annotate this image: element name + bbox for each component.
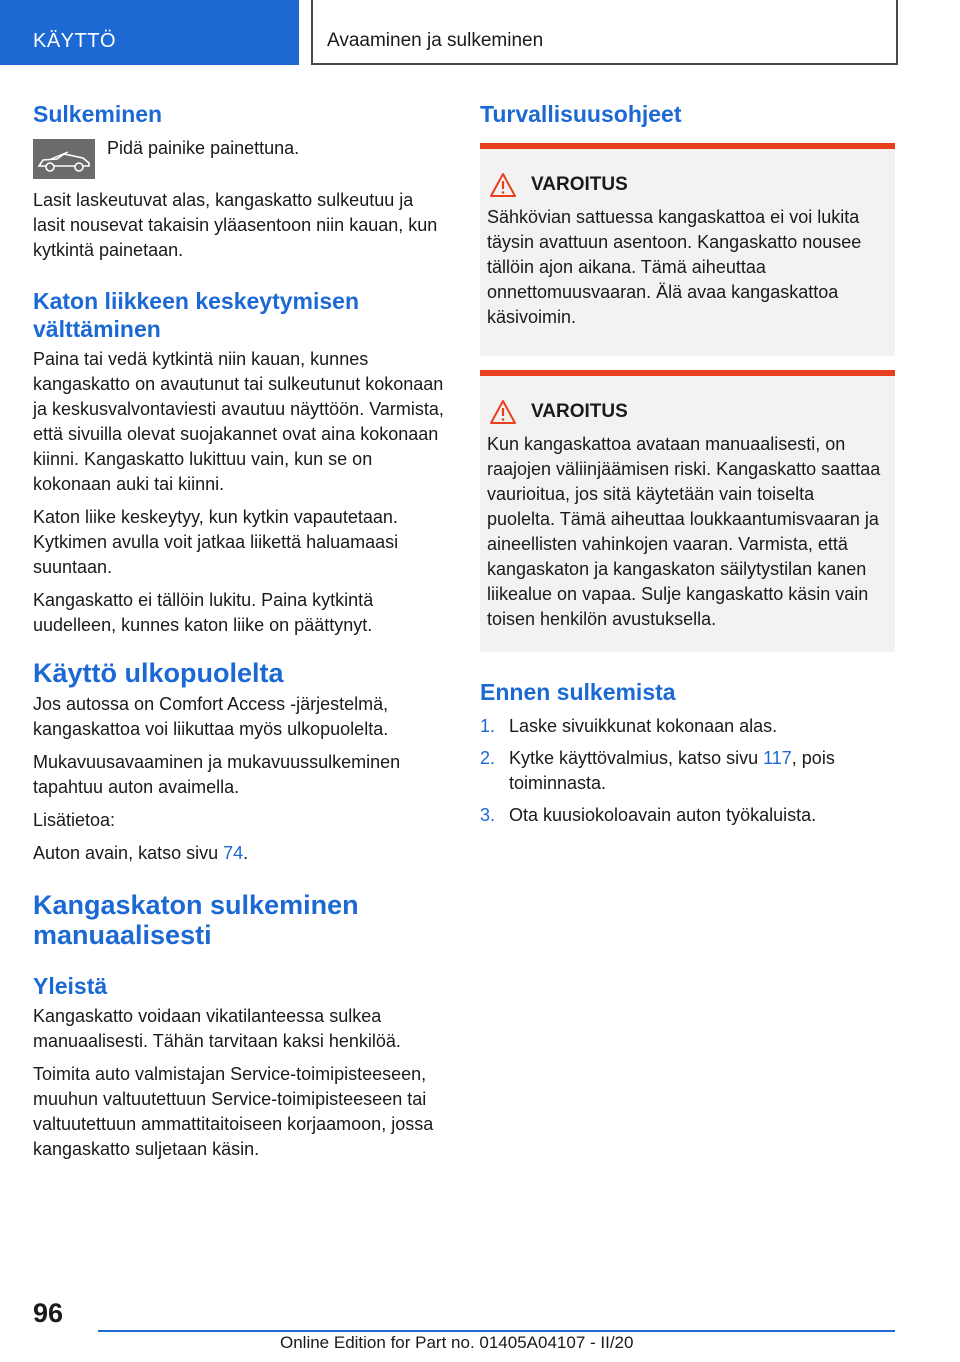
- convertible-car-icon: [33, 139, 95, 179]
- warning-title: VAROITUS: [531, 401, 628, 422]
- paragraph-katon-2: Katon liike keskeytyy, kun kytkin vapautetaan. Kytkimen avulla voit jatkaa liikettä haluamaasi suuntaan.: [33, 507, 399, 577]
- heading-sulkeminen: Sulkeminen: [33, 101, 163, 127]
- footer-divider: [98, 1330, 895, 1332]
- paragraph-katon-3: Kangaskatto ei tällöin lukitu. Paina kytkintä uudelleen, kunnes katon liike on päättynyt.: [33, 590, 374, 635]
- paragraph-katon-1: Paina tai vedä kytkintä niin kauan, kunnes kangaskatto on avautunut tai sulkeutunut kokonaan ja keskusvalvontaviesti avautuu näyttöön. Varmista, että sivuilla olevat suojakannet ovat aina kokonaan kiinni. Kangaskatto lukittuu vain, kun se on kokonaan auki tai kiinni.: [33, 349, 444, 494]
- warning-text: Sähkövian sattuessa kangaskattoa ei voi lukita täysin avattuun asentoon. Kangaskatto nousee tällöin ajon aikana. Tämä aiheuttaa onnettomuusvaaran. Älä avaa kangaskattoa käsivoimin.: [487, 207, 862, 327]
- header-section-label: KÄYTTÖ: [33, 30, 117, 52]
- warning-box-1: [480, 143, 895, 356]
- heading-turvallisuusohjeet: Turvallisuusohjeet: [480, 101, 682, 127]
- page-link-117[interactable]: 117: [763, 748, 792, 768]
- paragraph-lisatietoa: Lisätietoa:: [33, 810, 116, 830]
- left-column: [33, 100, 449, 1162]
- warning-triangle-icon: [489, 399, 517, 425]
- paragraph-sulkeminen: Lasit laskeutuvat alas, kangaskatto sulkeutuu ja lasit nousevat takaisin yläasentoon niin kauan, kun kytkintä painetaan.: [33, 190, 438, 260]
- list-item: 3. Ota kuusiokoloavain auton työkaluista.: [480, 805, 817, 825]
- heading-ennen-sulkemista: Ennen sulkemista: [480, 679, 676, 705]
- icon-caption: Pidä painike painettuna.: [107, 138, 300, 158]
- header-chapter-label: Avaaminen ja sulkeminen: [327, 30, 544, 51]
- warning-title: VAROITUS: [531, 174, 628, 195]
- heading-katon-liikkeen: Katon liikkeen keskeytymisen välttäminen: [33, 288, 359, 342]
- list-item: 2. Kytke käyttövalmius, katso sivu 117, pois toiminnasta.: [480, 748, 835, 793]
- footer-edition: Online Edition for Part no. 01405A04107 - II/20: [280, 1333, 634, 1352]
- right-column: [480, 100, 895, 835]
- paragraph-kaytto-1: Jos autossa on Comfort Access -järjestelmä, kangaskattoa voi liikuttaa myös ulkopuolelta.: [33, 694, 389, 739]
- warning-triangle-icon: [489, 172, 517, 198]
- steps-list: [480, 714, 895, 828]
- paragraph-yleista-2: Toimita auto valmistajan Service-toimipisteeseen, muuhun valtuutettuun Service-toimipisteeseen tai valtuutettuun ammattitaitoiseen korjaamoon, jossa kangaskatto suljetaan käsin.: [33, 1064, 434, 1159]
- list-item: 1. Laske sivuikkunat kokonaan alas.: [480, 716, 778, 736]
- page-number: 96: [33, 1298, 64, 1328]
- heading-manuaalisesti: Kangaskaton sulkeminen manuaalisesti: [33, 890, 359, 950]
- warning-text: Kun kangaskattoa avataan manuaalisesti, on raajojen väliinjäämisen riski. Kangaskatto saattaa vaurioitua, jos sitä käytetään vain toiselta puolelta. Tämä aiheuttaa loukkaantumisvaaran ja aineellisten vahinkojen vaaran. Varmista, että kangaskaton ja kangaskaton säilytystilan kanen liikealue on vapaa. Sulje kangaskatto käsin vain toisen henkilön avustuksella.: [487, 434, 881, 629]
- paragraph-yleista-1: Kangaskatto voidaan vikatilanteessa sulkea manuaalisesti. Tähän tarvitaan kaksi henkilöä.: [33, 1006, 401, 1051]
- page-link-74[interactable]: 74: [223, 843, 244, 863]
- paragraph-auton-avain: Auton avain, katso sivu 74.: [33, 843, 249, 863]
- header-chapter-tab: [311, 0, 898, 65]
- header-section-tab: [0, 0, 299, 65]
- heading-kaytto-ulkopuolelta: Käyttö ulkopuolelta: [33, 658, 284, 688]
- convertible-button-row: [33, 136, 449, 186]
- warning-box-2: [480, 370, 895, 652]
- paragraph-kaytto-2: Mukavuusavaaminen ja mukavuussulkeminen tapahtuu auton avaimella.: [33, 752, 401, 797]
- heading-yleista: Yleistä: [33, 973, 108, 999]
